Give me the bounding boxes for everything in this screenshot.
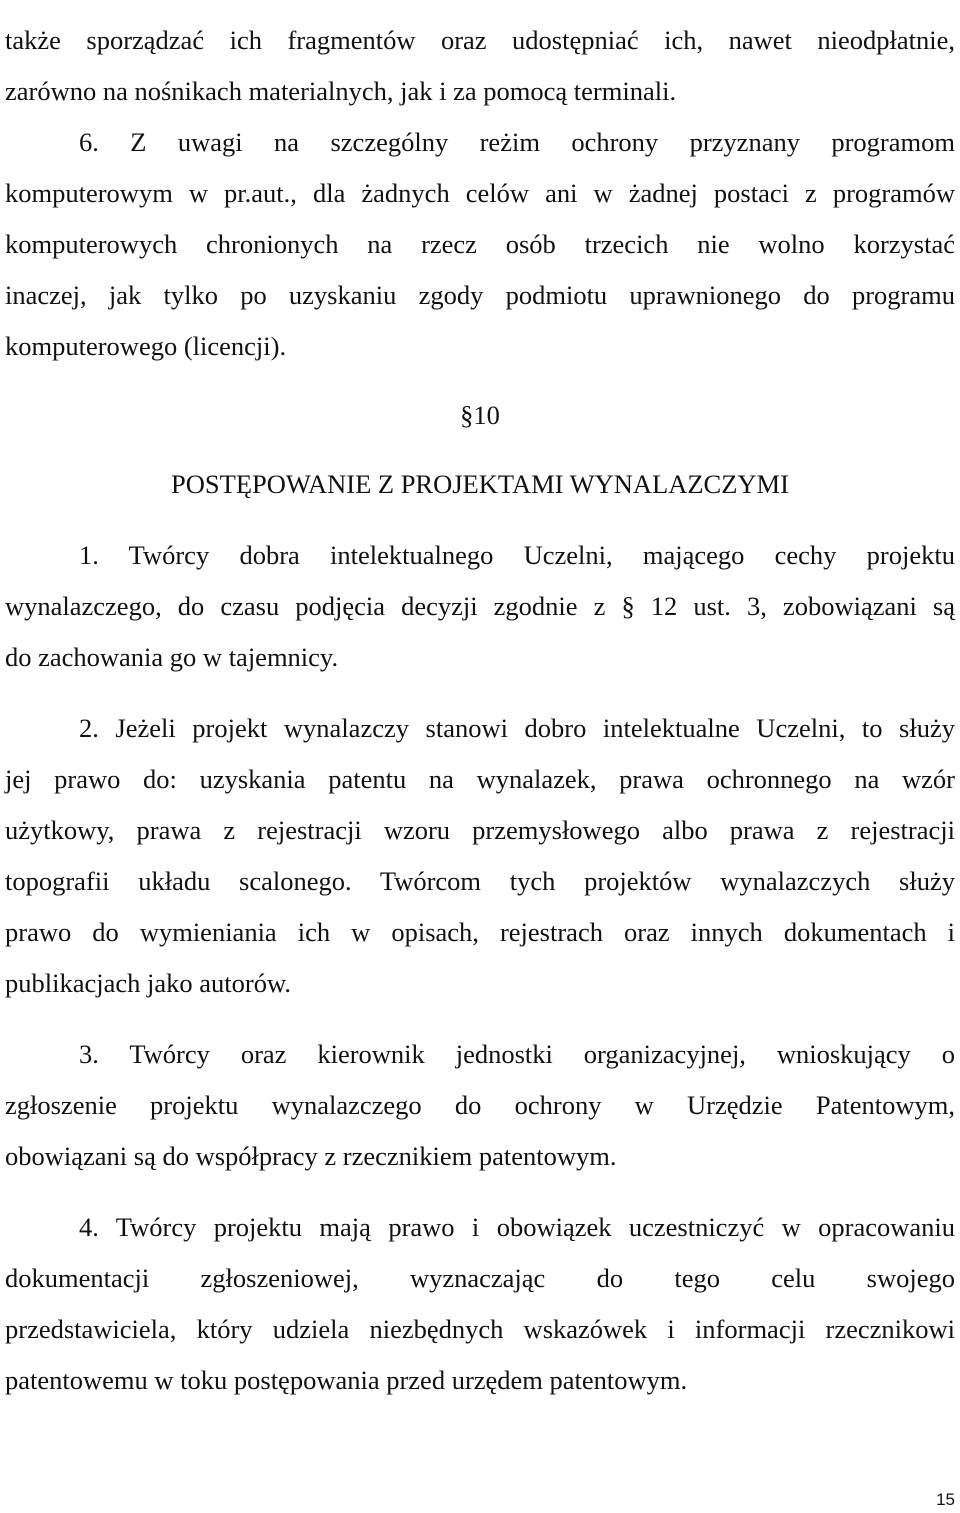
text-line: zgłoszenie projektu wynalazczego do ochrony w Urzędzie Patentowym,: [5, 1090, 955, 1120]
text-line: do zachowania go w tajemnicy.: [5, 642, 339, 672]
text-line: 6. Z uwagi na szczególny reżim ochrony przyznany programom: [79, 127, 955, 157]
text-line: patentowemu w toku postępowania przed urzędem patentowym.: [5, 1365, 688, 1395]
text-line: komputerowym w pr.aut., dla żadnych celów ani w żadnej postaci z programów: [5, 178, 955, 208]
text-line: topografii układu scalonego. Twórcom tych projektów wynalazczych służy: [5, 866, 955, 896]
text-line: prawo do wymieniania ich w opisach, rejestrach oraz innych dokumentach i: [5, 917, 955, 947]
section-heading: POSTĘPOWANIE Z PROJEKTAMI WYNALAZCZYMI: [171, 469, 789, 499]
text-line: 1. Twórcy dobra intelektualnego Uczelni, mającego cechy projektu: [79, 540, 955, 570]
text-line: przedstawiciela, który udziela niezbędnych wskazówek i informacji rzecznikowi: [5, 1314, 955, 1344]
text-line: komputerowych chronionych na rzecz osób trzecich nie wolno korzystać: [5, 229, 955, 259]
text-line: publikacjach jako autorów.: [5, 968, 292, 998]
text-line: obowiązani są do współpracy z rzecznikiem patentowym.: [5, 1141, 617, 1171]
page-number: 15: [936, 1490, 955, 1509]
text-line: także sporządzać ich fragmentów oraz udostępniać ich, nawet nieodpłatnie,: [5, 25, 955, 55]
text-line: inaczej, jak tylko po uzyskaniu zgody podmiotu uprawnionego do programu: [5, 280, 955, 310]
text-line: zarówno na nośnikach materialnych, jak i za pomocą terminali.: [5, 76, 677, 106]
text-line: 4. Twórcy projektu mają prawo i obowiązek uczestniczyć w opracowaniu: [79, 1212, 955, 1242]
text-line: komputerowego (licencji).: [5, 331, 287, 361]
text-line: 3. Twórcy oraz kierownik jednostki organizacyjnej, wnioskujący o: [79, 1039, 955, 1069]
text-line: wynalazczego, do czasu podjęcia decyzji zgodnie z § 12 ust. 3, zobowiązani są: [5, 591, 955, 621]
text-line: dokumentacji zgłoszeniowej, wyznaczając do tego celu swojego: [5, 1263, 955, 1293]
text-line: 2. Jeżeli projekt wynalazczy stanowi dobro intelektualne Uczelni, to służy: [79, 713, 955, 743]
text-line: użytkowy, prawa z rejestracji wzoru przemysłowego albo prawa z rejestracji: [5, 815, 955, 845]
section-number: §10: [460, 400, 500, 430]
text-line: jej prawo do: uzyskania patentu na wynalazek, prawa ochronnego na wzór: [5, 764, 955, 794]
